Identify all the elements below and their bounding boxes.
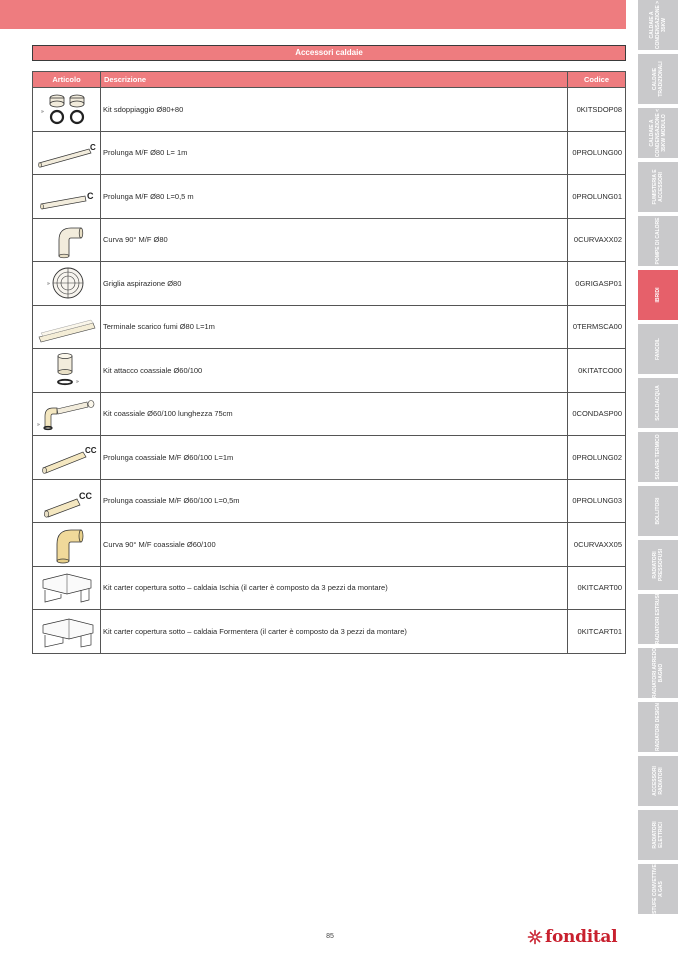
row-code: 0TERMSCA00 <box>568 305 626 349</box>
sidebar-tab-caldaie-condensazione-35[interactable]: CALDAIE A CONDENSAZIONE > 35KW <box>638 0 678 52</box>
row-description: Terminale scarico fumi Ø80 L=1m <box>101 305 568 349</box>
row-description: Kit carter copertura sotto – caldaia Ischia (il carter è composto da 3 pezzi da montare) <box>101 566 568 610</box>
svg-text:»: » <box>46 281 50 288</box>
row-image-cell <box>33 305 101 349</box>
sidebar-tab-pompe-di-calore[interactable]: POMPE DI CALORE <box>638 216 678 268</box>
table-row <box>33 88 626 132</box>
row-code: 0PROLUNG00 <box>568 131 626 175</box>
prolunga-05m-icon <box>35 176 99 216</box>
row-code: 0PROLUNG02 <box>568 436 626 480</box>
table-header-row <box>33 72 626 88</box>
table-row <box>33 131 626 175</box>
row-image-cell <box>33 131 101 175</box>
row-image-cell <box>33 218 101 262</box>
sidebar-tab-radiatori-design[interactable]: RADIATORI DESIGN <box>638 702 678 754</box>
accessories-table <box>32 71 626 654</box>
row-description: Curva 90° M/F coassiale Ø60/100 <box>101 523 568 567</box>
row-description: Prolunga M/F Ø80 L= 1m <box>101 131 568 175</box>
table-row <box>33 218 626 262</box>
row-image-cell <box>33 523 101 567</box>
table-row <box>33 305 626 349</box>
curva-90-icon <box>47 220 87 260</box>
prolunga-1m-icon <box>35 133 99 173</box>
table-row <box>33 566 626 610</box>
page-number: 85 <box>326 933 334 940</box>
sidebar-tab-stufe-convettive[interactable]: STUFE CONVETTIVE A GAS <box>638 864 678 916</box>
svg-text:CC: CC <box>78 490 92 501</box>
row-image-cell <box>33 566 101 610</box>
curva-coassiale-icon <box>47 524 87 564</box>
svg-text:»: » <box>36 421 40 428</box>
row-code: 0CURVAXX02 <box>568 218 626 262</box>
sidebar-tab-radiatori-elettrici[interactable]: RADIATORI ELETTRICI <box>638 810 678 862</box>
section-title: Accessori caldaie <box>32 45 626 61</box>
sidebar-tab-caldaie-tradizionali[interactable]: CALDAIE TRADIZIONALI <box>638 54 678 106</box>
sidebar-tab-accessori-radiatori[interactable]: ACCESSORI RADIATORI <box>638 756 678 808</box>
row-code: 0CONDASP00 <box>568 392 626 436</box>
row-code: 0GRIGASP01 <box>568 262 626 306</box>
row-code: 0KITCART00 <box>568 566 626 610</box>
table-row <box>33 349 626 393</box>
row-image-cell <box>33 175 101 219</box>
sidebar-tab-radiatori-pressofusi[interactable]: RADIATORI PRESSOFUSI <box>638 540 678 592</box>
carter-ischia-icon <box>37 568 97 608</box>
row-description: Kit attacco coassiale Ø60/100 <box>101 349 568 393</box>
row-image-cell <box>33 88 101 132</box>
terminale-icon <box>35 307 99 347</box>
svg-text:C: C <box>89 142 96 152</box>
header-article: Articolo <box>33 72 101 88</box>
prolunga-coassiale-05m-icon <box>35 481 99 521</box>
svg-text:»: » <box>75 379 79 386</box>
row-description: Griglia aspirazione Ø80 <box>101 262 568 306</box>
row-description: Curva 90° M/F Ø80 <box>101 218 568 262</box>
table-row <box>33 610 626 654</box>
header-code: Codice <box>568 72 626 88</box>
row-description: Kit coassiale Ø60/100 lunghezza 75cm <box>101 392 568 436</box>
row-description: Prolunga coassiale M/F Ø60/100 L=1m <box>101 436 568 480</box>
sidebar-tab-fumisteria[interactable]: FUMISTERIA E ACCESSORI <box>638 162 678 214</box>
row-description: Kit sdoppiaggio Ø80+80 <box>101 88 568 132</box>
sidebar-tab-solare-termico[interactable]: SOLARE TERMICO <box>638 432 678 484</box>
table-row <box>33 523 626 567</box>
row-image-cell <box>33 610 101 654</box>
row-image-cell <box>33 392 101 436</box>
sidebar-tab-caldaie-condensazione-modulo[interactable]: CALDAIE A CONDENSAZIONE < 35KW MODULO <box>638 108 678 160</box>
sidebar-tab-radiatori-estrusi[interactable]: RADIATORI ESTRUSI <box>638 594 678 646</box>
row-image-cell <box>33 262 101 306</box>
table-row <box>33 392 626 436</box>
row-image-cell <box>33 436 101 480</box>
row-image-cell <box>33 349 101 393</box>
table-row <box>33 479 626 523</box>
table-row <box>33 175 626 219</box>
svg-text:»: » <box>40 109 44 116</box>
row-code: 0CURVAXX05 <box>568 523 626 567</box>
kit-sdoppiaggio-icon <box>37 89 97 129</box>
brand-name: fondital <box>545 927 618 947</box>
row-code: 0PROLUNG03 <box>568 479 626 523</box>
row-description: Prolunga M/F Ø80 L=0,5 m <box>101 175 568 219</box>
row-description: Prolunga coassiale M/F Ø60/100 L=0,5m <box>101 479 568 523</box>
row-code: 0PROLUNG01 <box>568 175 626 219</box>
row-code: 0KITCART01 <box>568 610 626 654</box>
section-sidebar <box>638 0 678 920</box>
sidebar-tab-bollitori[interactable]: BOLLITORI <box>638 486 678 538</box>
svg-text:C: C <box>86 191 93 202</box>
kit-coassiale-icon <box>35 394 99 434</box>
griglia-icon <box>45 263 89 303</box>
sidebar-tab-fancoil[interactable]: FANCOIL <box>638 324 678 376</box>
table-row <box>33 262 626 306</box>
row-description: Kit carter copertura sotto – caldaia Formentera (il carter è composto da 3 pezzi da montare) <box>101 610 568 654</box>
brand-logo <box>527 926 617 948</box>
row-code: 0KITATCO00 <box>568 349 626 393</box>
sidebar-tab-scaldacqua[interactable]: SCALDACQUA <box>638 378 678 430</box>
kit-attacco-coassiale-icon <box>42 350 92 390</box>
table-row <box>33 436 626 480</box>
prolunga-coassiale-1m-icon <box>35 437 99 477</box>
top-band <box>0 0 626 29</box>
carter-formentera-icon <box>37 611 97 651</box>
sidebar-tab-radiatori-arredo-bagno[interactable]: RADIATORI ARREDO BAGNO <box>638 648 678 700</box>
row-code: 0KITSDOP08 <box>568 88 626 132</box>
row-image-cell <box>33 479 101 523</box>
header-description: Descrizione <box>101 72 568 88</box>
sidebar-tab-ibridi[interactable]: IBRIDI <box>638 270 678 322</box>
svg-text:CC: CC <box>84 446 97 456</box>
flame-icon <box>527 929 543 945</box>
